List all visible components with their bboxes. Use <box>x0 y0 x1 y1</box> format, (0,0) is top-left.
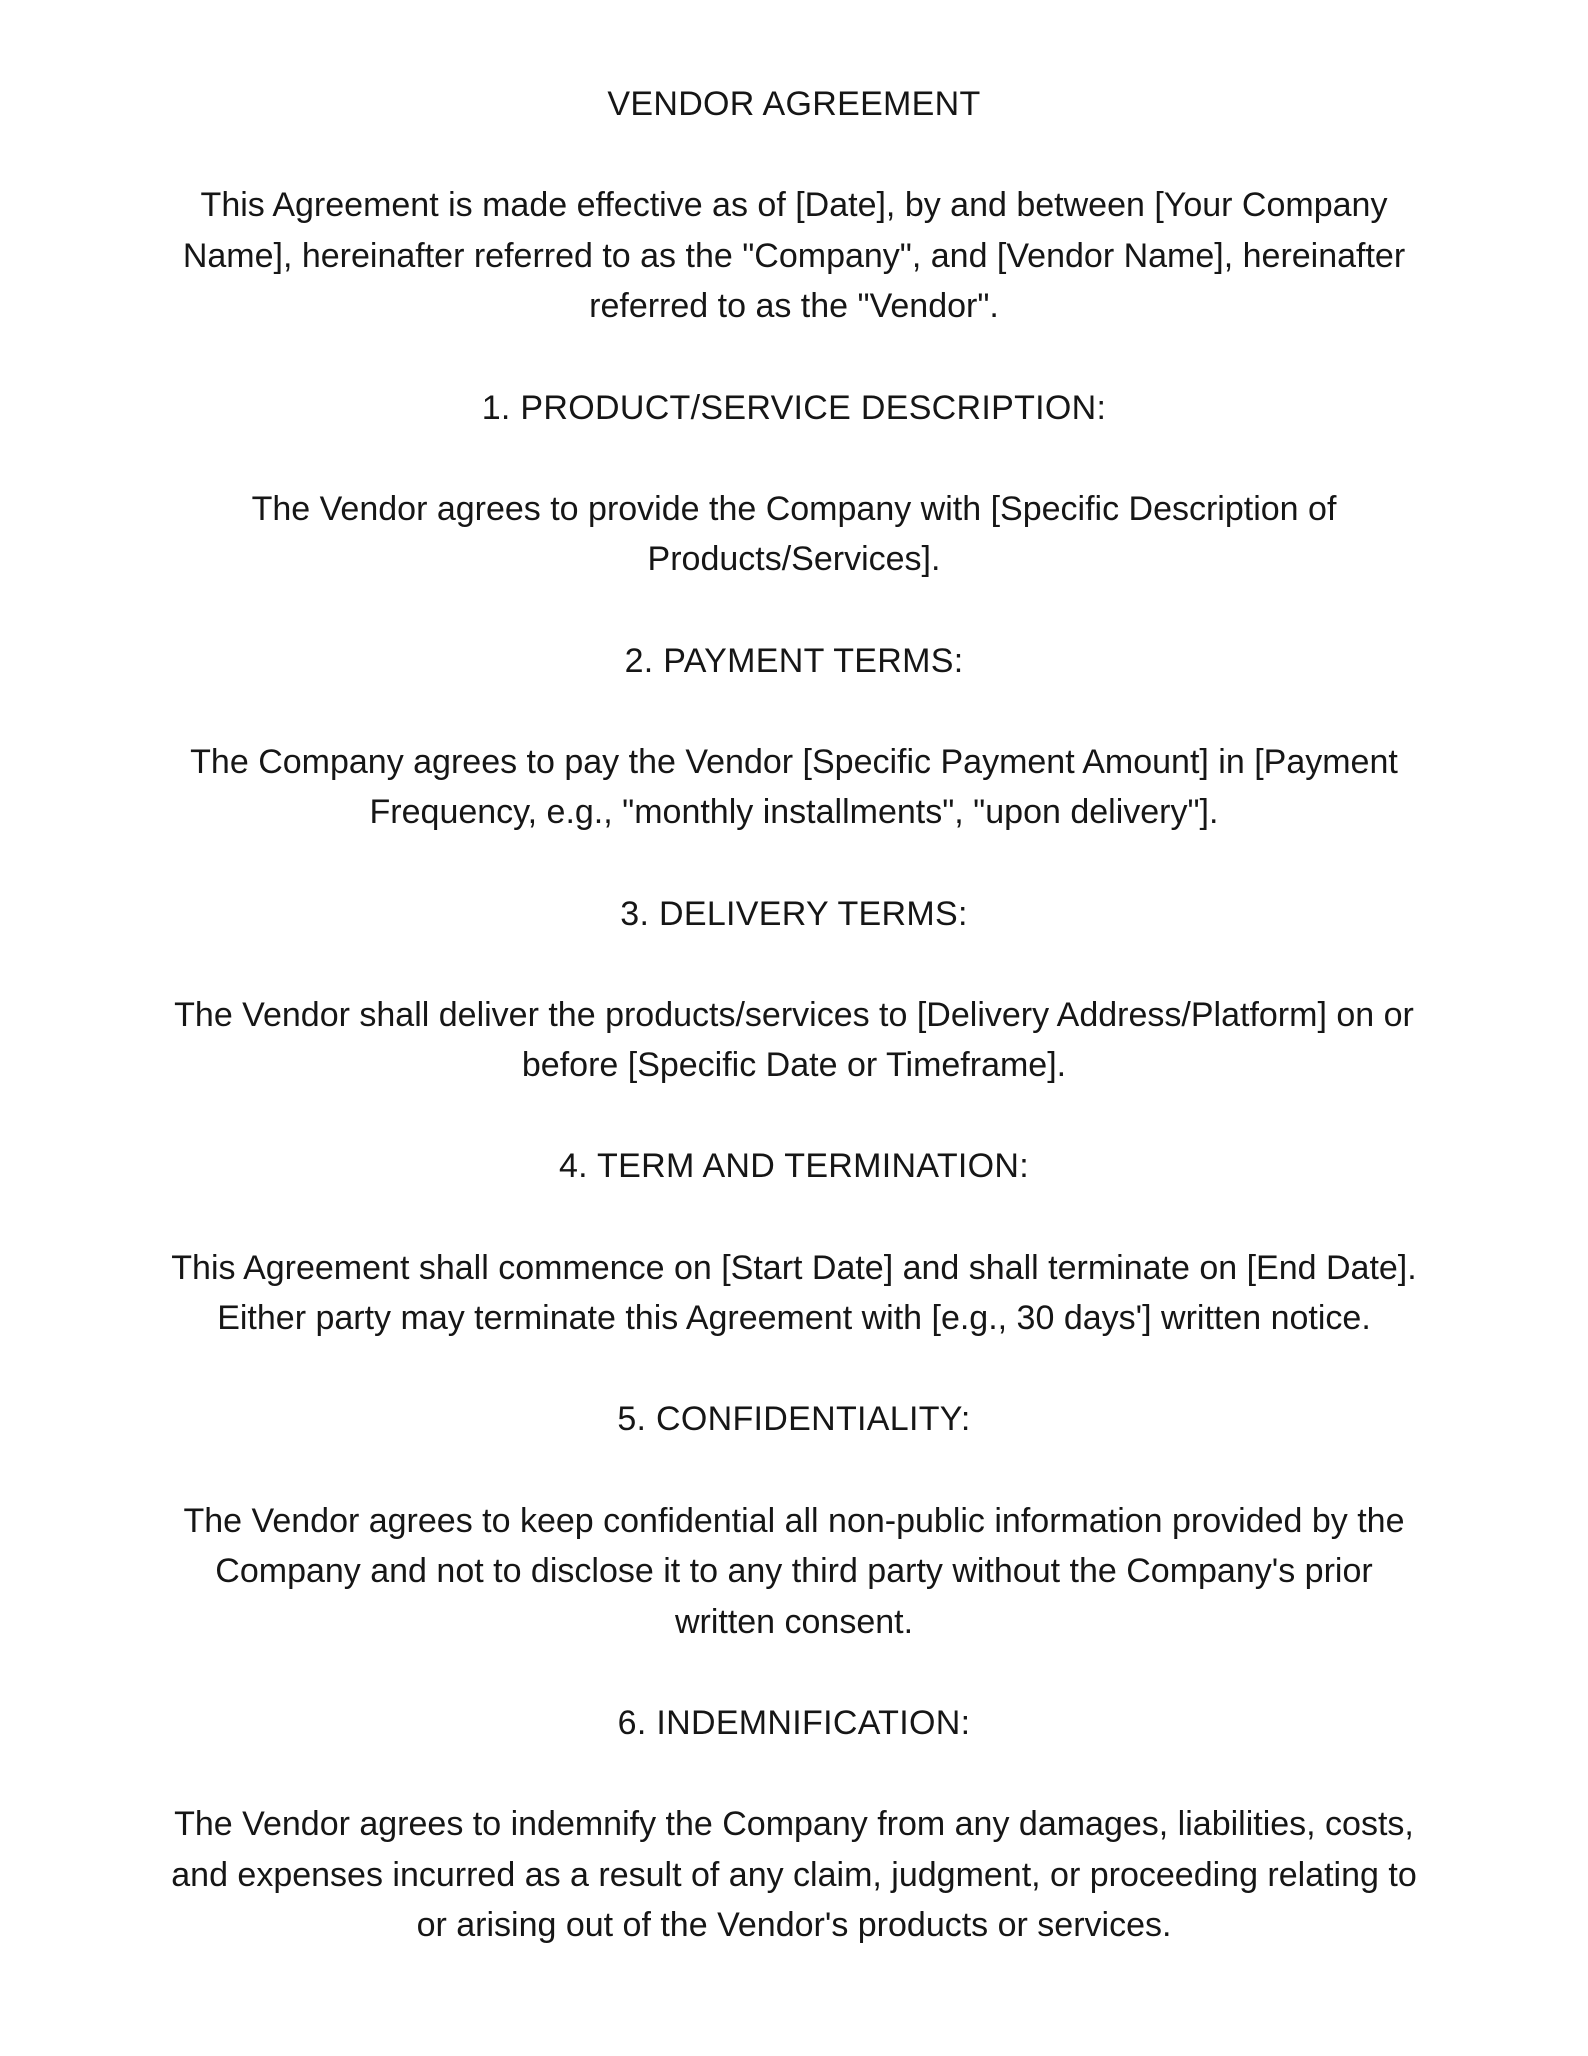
section-paragraph <box>0 990 1588 1091</box>
section-paragraph-line: The Vendor shall deliver the products/services to [Delivery Address/Platform] on or <box>174 995 1414 1034</box>
section-heading: 4. TERM AND TERMINATION: <box>558 1147 1030 1186</box>
section-paragraph-line: Company and not to disclose it to any third party without the Company's prior <box>215 1552 1373 1591</box>
intro-paragraph <box>0 180 1588 332</box>
section-heading-block <box>0 1394 1588 1445</box>
section-paragraph-line: Either party may terminate this Agreement with [e.g., 30 days'] written notice. <box>217 1299 1371 1338</box>
section-paragraph <box>0 1243 1588 1344</box>
section-heading-block <box>0 1698 1588 1749</box>
vendor-agreement-document <box>0 79 1588 2002</box>
section-heading: 1. PRODUCT/SERVICE DESCRIPTION: <box>481 388 1107 427</box>
section-paragraph-line: This Agreement shall commence on [Start Date] and shall terminate on [End Date]. <box>171 1248 1417 1287</box>
section-heading: 5. CONFIDENTIALITY: <box>617 1400 971 1439</box>
section-heading-block <box>0 383 1588 434</box>
section-paragraph-line: The Vendor agrees to keep confidential all non-public information provided by the <box>183 1501 1405 1540</box>
section-heading-block <box>0 889 1588 940</box>
section-paragraph-line: The Vendor agrees to indemnify the Company from any damages, liabilities, costs, <box>174 1805 1414 1844</box>
section-paragraph <box>0 1496 1588 1648</box>
intro-line: Name], hereinafter referred to as the "Company", and [Vendor Name], hereinafter <box>182 236 1406 275</box>
section-paragraph-line: written consent. <box>674 1602 914 1641</box>
section-paragraph-line: The Vendor agrees to provide the Company with [Specific Description of <box>251 489 1337 528</box>
intro-line: This Agreement is made effective as of [Date], by and between [Your Company <box>200 186 1388 225</box>
section-paragraph-line: Products/Services]. <box>647 540 941 579</box>
section-paragraph-line: The Company agrees to pay the Vendor [Specific Payment Amount] in [Payment <box>190 742 1398 781</box>
section-heading: 2. PAYMENT TERMS: <box>624 641 964 680</box>
section-heading-block <box>0 636 1588 687</box>
section-paragraph-line: and expenses incurred as a result of any claim, judgment, or proceeding relating to <box>171 1855 1417 1894</box>
document-title: VENDOR AGREEMENT <box>607 85 981 123</box>
document-title-block <box>0 79 1588 130</box>
intro-line: referred to as the "Vendor". <box>589 287 999 326</box>
section-paragraph <box>0 1799 1588 1951</box>
section-paragraph-line: before [Specific Date or Timeframe]. <box>521 1046 1067 1085</box>
section-paragraph-line: or arising out of the Vendor's products or services. <box>416 1906 1172 1945</box>
section-heading-block <box>0 1141 1588 1192</box>
section-paragraph <box>0 737 1588 838</box>
section-paragraph <box>0 484 1588 585</box>
section-paragraph-line: Frequency, e.g., "monthly installments", "upon delivery"]. <box>369 793 1219 832</box>
section-heading: 3. DELIVERY TERMS: <box>620 894 968 933</box>
section-heading: 6. INDEMNIFICATION: <box>617 1704 971 1742</box>
